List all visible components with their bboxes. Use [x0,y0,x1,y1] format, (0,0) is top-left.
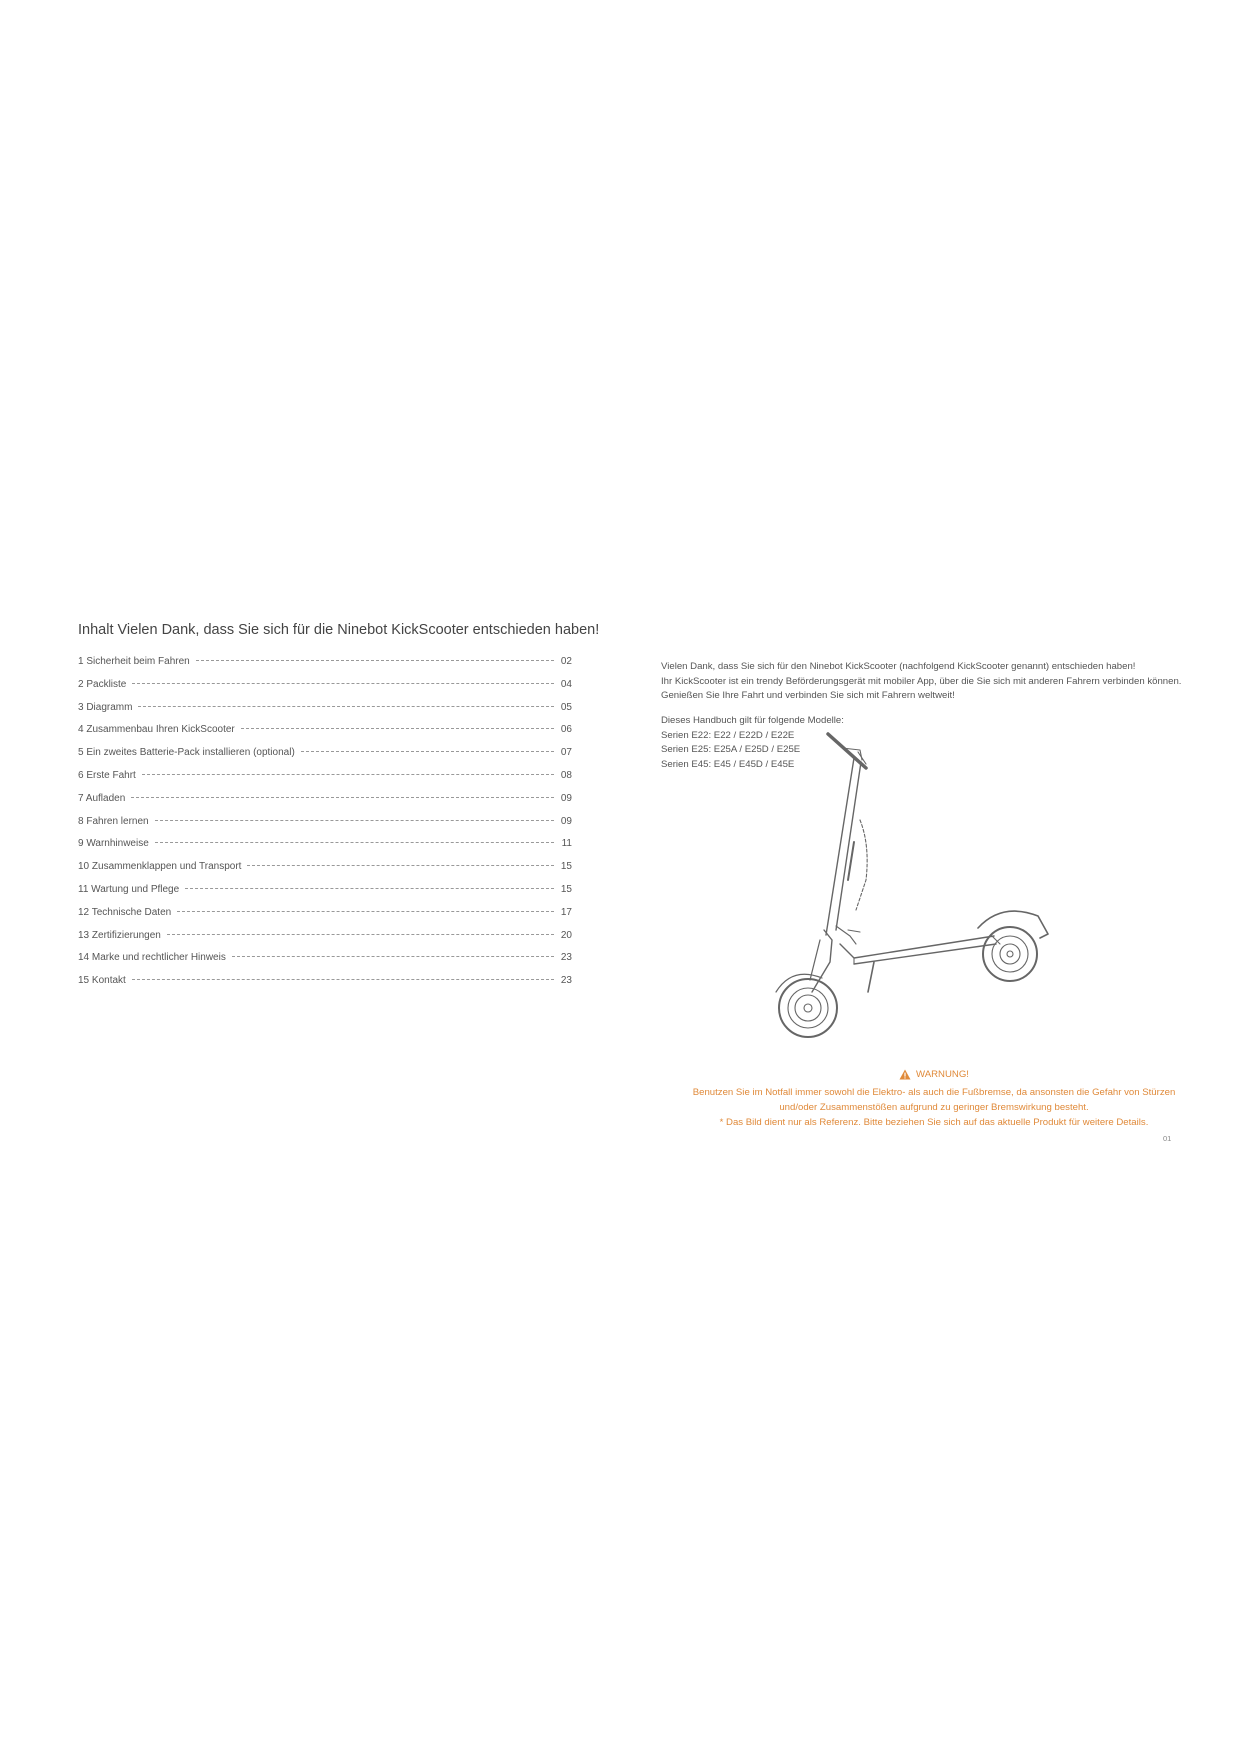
kickscooter-illustration [770,730,1070,1050]
toc-page-number: 17 [560,906,572,918]
toc-item [78,724,572,747]
toc-leader [132,979,554,980]
toc-label: 11 Wartung und Pflege [78,883,180,895]
toc-label: 8 Fahren lernen [78,815,149,827]
page-title: Inhalt Vielen Dank, dass Sie sich für die Ninebot KickScooter entschieden haben! [78,622,600,638]
toc-item [78,975,572,998]
toc-leader [131,797,554,798]
toc-leader [247,865,554,866]
toc-label: 2 Packliste [78,678,127,690]
toc-item [78,884,572,907]
toc-label: 5 Ein zweites Batterie-Pack installieren (optional) [78,747,295,759]
toc-leader [232,956,554,957]
models-title: Dieses Handbuch gilt für folgende Modelle: [661,715,844,726]
toc-page-number: 06 [560,724,572,736]
toc-page-number: 15 [560,883,572,895]
toc-page-number: 23 [560,975,572,987]
toc-leader [196,660,554,661]
toc-page-number: 05 [560,701,572,713]
page-number: 01 [1163,1134,1172,1143]
toc-label: 6 Erste Fahrt [78,769,136,781]
toc-page-number: 09 [560,815,572,827]
intro-line: Vielen Dank, dass Sie sich für den Ninebot KickScooter (nachfolgend KickScooter genannt) entschieden haben! [661,661,1136,672]
toc-label: 15 Kontakt [78,975,126,987]
toc-item [78,770,572,793]
toc-page-number: 02 [560,656,572,667]
toc-leader [132,683,554,684]
warning-title: WARNUNG! [916,1069,969,1080]
model-series: Serien E22: E22 / E22D / E22E [661,729,795,741]
toc-leader [301,751,554,752]
toc-label: 13 Zertifizierungen [78,929,161,941]
toc-page-number: 20 [560,929,572,941]
toc-item [78,930,572,953]
toc-item [78,838,572,861]
toc-label: 1 Sicherheit beim Fahren [78,656,190,667]
toc-page-number: 15 [560,861,572,873]
toc-item [78,747,572,770]
toc-label: 3 Diagramm [78,701,133,713]
intro-line: Ihr KickScooter ist ein trendy Beförderungsgerät mit mobiler App, über die Sie sich mit anderen Fahrern verbinden können. [661,675,1182,687]
toc-leader [138,706,554,707]
table-of-contents [78,656,572,998]
warning-block [640,1067,1228,1130]
toc-leader [155,820,554,821]
toc-label: 7 Aufladen [78,792,126,804]
toc-leader [241,728,554,729]
toc-leader [185,888,554,889]
intro-text [661,660,1181,704]
intro-line: Genießen Sie Ihre Fahrt und verbinden Sie sich mit Fahrern weltweit! [661,690,955,701]
toc-label: 12 Technische Daten [78,906,172,918]
toc-item [78,656,572,679]
toc-item [78,679,572,702]
warning-text: Benutzen Sie im Notfall immer sowohl die Elektro- als auch die Fußbremse, da ansonsten die Gefahr von Stürzen [692,1087,1176,1098]
toc-page-number: 07 [560,747,572,759]
model-series: Serien E45: E45 / E45D / E45E [661,758,795,770]
toc-item [78,952,572,975]
toc-label: 4 Zusammenbau Ihren KickScooter [78,724,235,736]
toc-label: 14 Marke und rechtlicher Hinweis [78,952,226,964]
toc-label: 9 Warnhinweise [78,838,149,850]
toc-page-number: 23 [560,952,572,964]
image-note: * Das Bild dient nur als Referenz. Bitte beziehen Sie sich auf das aktuelle Produkt für weitere Details. [719,1117,1149,1128]
toc-leader [155,842,554,843]
model-series: Serien E25: E25A / E25D / E25E [661,744,801,755]
toc-item [78,702,572,725]
toc-page-number: 11 [561,838,572,850]
warning-text: und/oder Zusammenstößen aufgrund zu geringer Bremswirkung besteht. [779,1102,1089,1113]
toc-item [78,793,572,816]
toc-label: 10 Zusammenklappen und Transport [78,861,242,873]
toc-item [78,907,572,930]
toc-page-number: 09 [560,792,572,804]
toc-leader [142,774,554,775]
toc-leader [177,911,554,912]
toc-page-number: 08 [560,769,572,781]
toc-page-number: 04 [560,678,572,690]
toc-leader [167,934,554,935]
toc-item [78,816,572,839]
toc-item [78,861,572,884]
warning-triangle-icon [899,1069,911,1080]
